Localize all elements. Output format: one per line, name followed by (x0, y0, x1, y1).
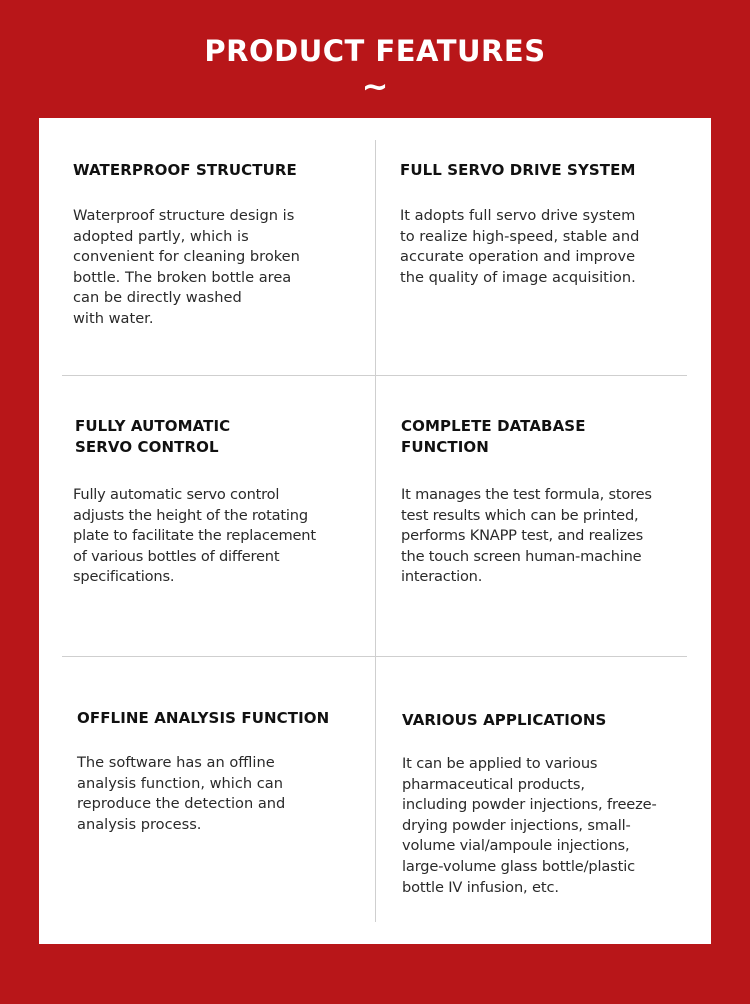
vertical-divider (375, 140, 376, 922)
feature-description: Fully automatic servo control adjusts the height of the rotating plate to facilitate the replacement of various bottles of different specifications. (73, 486, 316, 586)
page-header (0, 0, 750, 118)
feature-waterproof-structure (73, 160, 368, 330)
feature-description: The software has an offline analysis function, which can reproduce the detection and analysis process. (77, 754, 286, 833)
feature-title: FULLY AUTOMATIC SERVO CONTROL (75, 417, 231, 456)
horizontal-divider (62, 656, 687, 657)
horizontal-divider (62, 375, 687, 376)
feature-various-applications (402, 710, 707, 898)
features-panel (39, 118, 711, 944)
feature-offline-analysis (77, 708, 373, 835)
feature-title: COMPLETE DATABASE FUNCTION (401, 417, 586, 456)
feature-title: OFFLINE ANALYSIS FUNCTION (77, 709, 330, 727)
feature-description: It adopts full servo drive system to realize high-speed, stable and accurate operation and improve the quality of image acquisition. (400, 207, 640, 286)
feature-description: Waterproof structure design is adopted partly, which is convenient for cleaning broken bottle. The broken bottle area can be directly washed with water. (73, 207, 300, 327)
feature-description: It can be applied to various pharmaceutical products, including powder injections, freeze- drying powder injections, small- volume vial/ampoule injections, large-volume glass bottle/plastic bottle IV infusion, etc. (402, 755, 657, 896)
feature-database-function (401, 416, 706, 588)
feature-title: VARIOUS APPLICATIONS (402, 711, 607, 729)
feature-description: It manages the test formula, stores test results which can be printed, performs KNAPP test, and realizes the touch screen human-machine interaction. (401, 486, 652, 586)
feature-title: WATERPROOF STRUCTURE (73, 161, 297, 179)
tilde-ornament: ~ (361, 67, 389, 105)
feature-full-servo-drive (400, 160, 705, 288)
feature-automatic-servo-control (75, 416, 373, 588)
page-title: PRODUCT FEATURES (204, 34, 546, 68)
feature-title: FULL SERVO DRIVE SYSTEM (400, 161, 636, 179)
